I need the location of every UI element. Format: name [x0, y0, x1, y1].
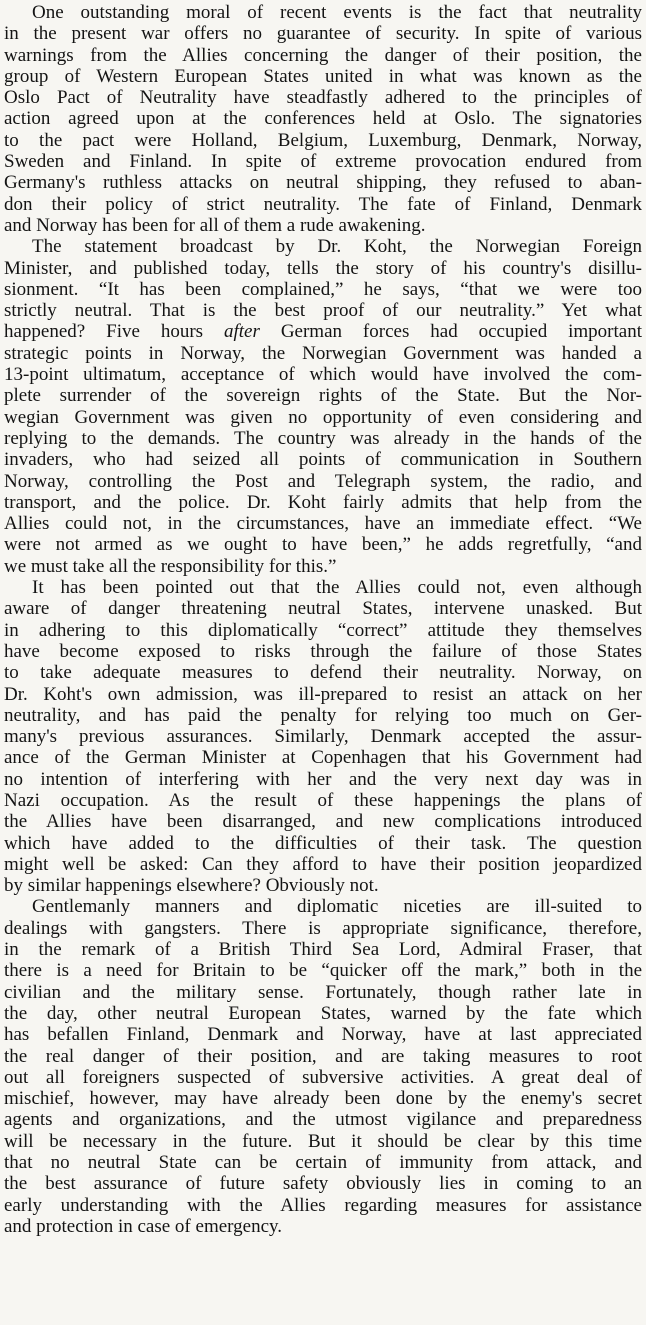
text-line: Germany's ruthless attacks on neutral shipping, they refused to aban- — [4, 172, 642, 194]
text-line: Norway, controlling the Post and Telegraph system, the radio, and — [4, 470, 642, 492]
text-line: Sweden and Finland. In spite of extreme provocation endured from — [4, 151, 642, 173]
text-line: by similar happenings elsewhere? Obviously not. — [4, 875, 379, 897]
text-line: in the present war offers no guarantee of security. In spite of various — [4, 23, 642, 45]
text-line: mischief, however, may have already been done by the enemy's secret — [4, 1088, 642, 1110]
text-line: neutrality, and has paid the penalty for relying too much on Ger- — [4, 704, 642, 726]
text-line: dealings with gangsters. There is appropriate significance, therefore, — [4, 917, 642, 939]
text-line: group of Western European States united in what was known as the — [4, 65, 642, 87]
text-line: there is a need for Britain to be “quicker off the mark,” both in the — [4, 960, 642, 982]
text-line: It has been pointed out that the Allies could not, even although — [32, 577, 642, 599]
text-line: warnings from the Allies concerning the danger of their position, the — [4, 44, 642, 66]
text-line: the day, other neutral European States, warned by the fate which — [4, 1002, 642, 1024]
text-line: has befallen Finland, Denmark and Norway, have at last appreciated — [4, 1024, 642, 1046]
text-line: sionment. “It has been complained,” he says, “that we were too — [4, 278, 642, 300]
text-line: transport, and the police. Dr. Koht fairly admits that help from the — [4, 491, 642, 513]
text-line: no intention of interfering with her and the very next day was in — [4, 768, 642, 790]
text-line: invaders, who had seized all points of communication in Southern — [4, 449, 642, 471]
text-line: we must take all the responsibility for this.” — [4, 555, 337, 577]
text-line: the best assurance of future safety obviously lies in coming to an — [4, 1173, 642, 1195]
text-line: civilian and the military sense. Fortunately, though rather late in — [4, 981, 642, 1003]
text-line: strictly neutral. That is the best proof of our neutrality.” Yet what — [4, 300, 642, 322]
text-line: out all foreigners suspected of subversive activities. A great deal of — [4, 1066, 642, 1088]
text-line: the Allies have been disarranged, and new complications introduced — [4, 811, 642, 833]
text-line: the real danger of their position, and are taking measures to root — [4, 1045, 642, 1067]
text-line: which have added to the difficulties of their task. The question — [4, 832, 642, 854]
text-line: 13-point ultimatum, acceptance of which would have involved the com- — [4, 364, 642, 386]
paragraph-allies-position — [4, 577, 642, 896]
text-line: to take adequate measures to defend their neutrality. Norway, on — [4, 662, 642, 684]
text-line: The statement broadcast by Dr. Koht, the Norwegian Foreign — [32, 236, 642, 258]
text-line: to the pact were Holland, Belgium, Luxemburg, Denmark, Norway, — [4, 129, 642, 151]
text-line: aware of danger threatening neutral States, intervene unasked. But — [4, 598, 642, 620]
text-line: were not armed as we ought to have been,” he adds regretfully, “and — [4, 534, 642, 556]
text-line: One outstanding moral of recent events is the fact that neutrality — [32, 2, 642, 23]
paragraph-oslo-pact — [4, 2, 642, 236]
article-page — [4, 0, 642, 1237]
text-line: and Norway has been for all of them a rude awakening. — [4, 214, 426, 236]
text-line: that no neutral State can be certain of immunity from attack, and — [4, 1152, 642, 1174]
text-line: don their policy of strict neutrality. The fate of Finland, Denmark — [4, 193, 642, 215]
text-line: Allies could not, in the circumstances, have an immediate effect. “We — [4, 513, 642, 535]
text-line: have become exposed to risks through the failure of those States — [4, 640, 642, 662]
text-line: strategic points in Norway, the Norwegian Government was handed a — [4, 342, 642, 364]
text-line: plete surrender of the sovereign rights of the State. But the Nor- — [4, 385, 642, 407]
text-line: wegian Government was given no opportunity of even considering and — [4, 406, 642, 428]
text-line: happened? Five hours after German forces had occupied important — [4, 321, 642, 343]
text-line: ance of the German Minister at Copenhagen that his Government had — [4, 747, 642, 769]
text-line: Nazi occupation. As the result of these happenings the plans of — [4, 789, 642, 811]
text-line: Minister, and published today, tells the story of his country's disillu- — [4, 257, 642, 279]
text-line: many's previous assurances. Similarly, Denmark accepted the assur- — [4, 726, 642, 748]
text-line: Dr. Koht's own admission, was ill-prepared to resist an attack on her — [4, 683, 642, 705]
text-line: action agreed upon at the conferences held at Oslo. The signatories — [4, 108, 642, 130]
text-line: agents and organizations, and the utmost vigilance and preparedness — [4, 1109, 642, 1131]
text-line: in the remark of a British Third Sea Lord, Admiral Fraser, that — [4, 939, 642, 961]
paragraph-koht-statement — [4, 236, 642, 577]
emphasis: after — [224, 321, 260, 343]
text-line: Gentlemanly manners and diplomatic niceties are ill-suited to — [32, 896, 642, 918]
text-line: early understanding with the Allies regarding measures for assistance — [4, 1194, 642, 1216]
text-line: Oslo Pact of Neutrality have steadfastly adhered to the principles of — [4, 87, 642, 109]
text-line: in adhering to this diplomatically “correct” attitude they themselves — [4, 619, 642, 641]
text-line: and protection in case of emergency. — [4, 1215, 283, 1237]
text-line: will be necessary in the future. But it should be clear by this time — [4, 1130, 642, 1152]
text-line: might well be asked: Can they afford to have their position jeopardized — [4, 853, 642, 875]
paragraph-gangsters — [4, 896, 642, 1237]
text-line: replying to the demands. The country was already in the hands of the — [4, 427, 642, 449]
